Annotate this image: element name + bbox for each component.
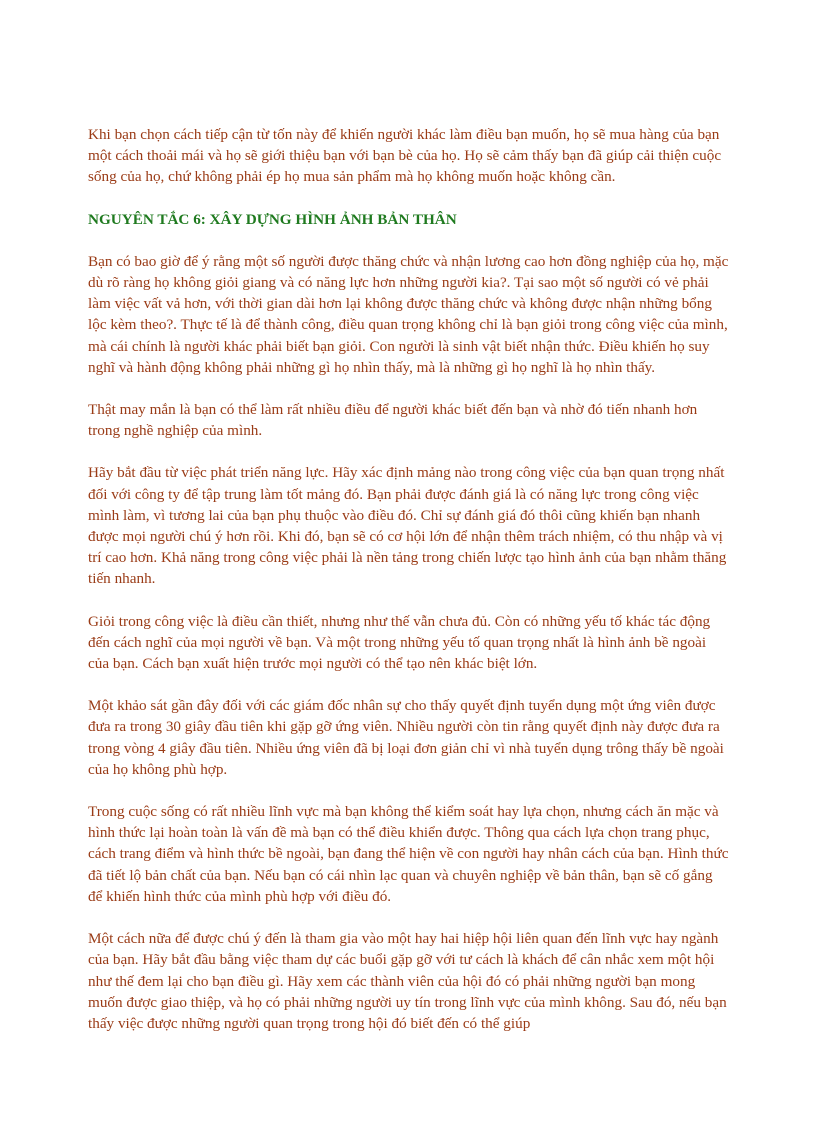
body-paragraph-2: Thật may mắn là bạn có thể làm rất nhiều điều để người khác biết đến bạn và nhờ đó tiến nhanh hơn trong nghề nghiệp của mình. (88, 401, 698, 440)
body-paragraph-6: Trong cuộc sống có rất nhiều lĩnh vực mà bạn không thể kiểm soát hay lựa chọn, nhưng cách ăn mặc và hình thức lại hoàn toàn là vấn đề mà bạn có thể điều khiển được. Thông qua cách lựa chọn trang phục, cách trang điểm và hình thức bề ngoài, bạn đang thể hiện về con người hay nhân cách của bạn. Hình thức đã tiết lộ bản chất của bạn. Nếu bạn có cái nhìn lạc quan và chuyên nghiệp về bản thân, bạn sẽ cố gắng để khiến hình thức của mình phù hợp với điều đó. (88, 803, 729, 905)
body-paragraph-7: Một cách nữa để được chú ý đến là tham gia vào một hay hai hiệp hội liên quan đến lĩnh vực hay ngành của bạn. Hãy bắt đầu bằng việc tham dự các buổi gặp gỡ với tư cách là khách để cân nhắc xem một hội như thế đem lại cho bạn điều gì. Hãy xem các thành viên của hội đó có phải những người bạn mong muốn được giao thiệp, và họ có phải những người uy tín trong lĩnh vực của mình không. Sau đó, nếu bạn thấy việc được những người quan trọng trong hội đó biết đến có thể giúp (88, 930, 727, 1032)
body-paragraph-4: Giỏi trong công việc là điều cần thiết, nhưng như thế vẫn chưa đủ. Còn có những yếu tố khác tác động đến cách nghĩ của mọi người về bạn. Và một trong những yếu tố quan trọng nhất là hình ảnh bề ngoài của bạn. Cách bạn xuất hiện trước mọi người có thể tạo nên khác biệt lớn. (88, 612, 711, 673)
document-page (88, 124, 730, 1055)
body-paragraph-3: Hãy bắt đầu từ việc phát triển năng lực. Hãy xác định mảng nào trong công việc của bạn quan trọng nhất đối với công ty để tập trung làm tốt mảng đó. Bạn phải được đánh giá là có năng lực trong công việc mình làm, vì tương lai của bạn phụ thuộc vào điều đó. Chỉ sự đánh giá đó thôi cũng khiến bạn nhanh được mọi người chú ý hơn rồi. Khi đó, bạn sẽ có cơ hội lớn để nhận thêm trách nhiệm, có thu nhập và vị trí cao hơn. Khả năng trong công việc phải là nền tảng trong chiến lược tạo hình ảnh của bạn nhằm thăng tiến nhanh. (88, 464, 727, 588)
intro-paragraph: Khi bạn chọn cách tiếp cận từ tốn này để khiến người khác làm điều bạn muốn, họ sẽ mua hàng của bạn một cách thoải mái và họ sẽ giới thiệu bạn với bạn bè của họ. Họ sẽ cảm thấy bạn đã giúp cải thiện cuộc sống của họ, chứ không phải ép họ mua sản phẩm mà họ không muốn hoặc không cần. (88, 126, 722, 186)
section-heading: NGUYÊN TẮC 6: XÂY DỰNG HÌNH ẢNH BẢN THÂN (88, 210, 457, 228)
body-paragraph-5: Một khảo sát gần đây đối với các giám đốc nhân sự cho thấy quyết định tuyển dụng một ứng viên được đưa ra trong 30 giây đầu tiên khi gặp gỡ ứng viên. Nhiều người còn tin rằng quyết định này được đưa ra trong vòng 4 giây đầu tiên. Nhiều ứng viên đã bị loại đơn giản chỉ vì nhà tuyển dụng trông thấy bề ngoài của họ không phù hợp. (88, 697, 724, 778)
body-paragraph-1: Bạn có bao giờ để ý rằng một số người được thăng chức và nhận lương cao hơn đồng nghiệp của họ, mặc dù rõ ràng họ không giỏi giang và có năng lực hơn những người kia?. Tại sao một số người có vẻ phải làm việc vất vả hơn, với thời gian dài hơn lại không được thăng chức và không được nhận những bổng lộc kèm theo?. Thực tế là để thành công, điều quan trọng không chỉ là bạn giỏi trong công việc của mình, mà cái chính là người khác phải biết bạn giỏi. Con người là sinh vật biết nhận thức. Điều khiến họ suy nghĩ và hành động không phải những gì họ nhìn thấy, mà là những gì họ nghĩ là họ nhìn thấy. (88, 252, 729, 376)
